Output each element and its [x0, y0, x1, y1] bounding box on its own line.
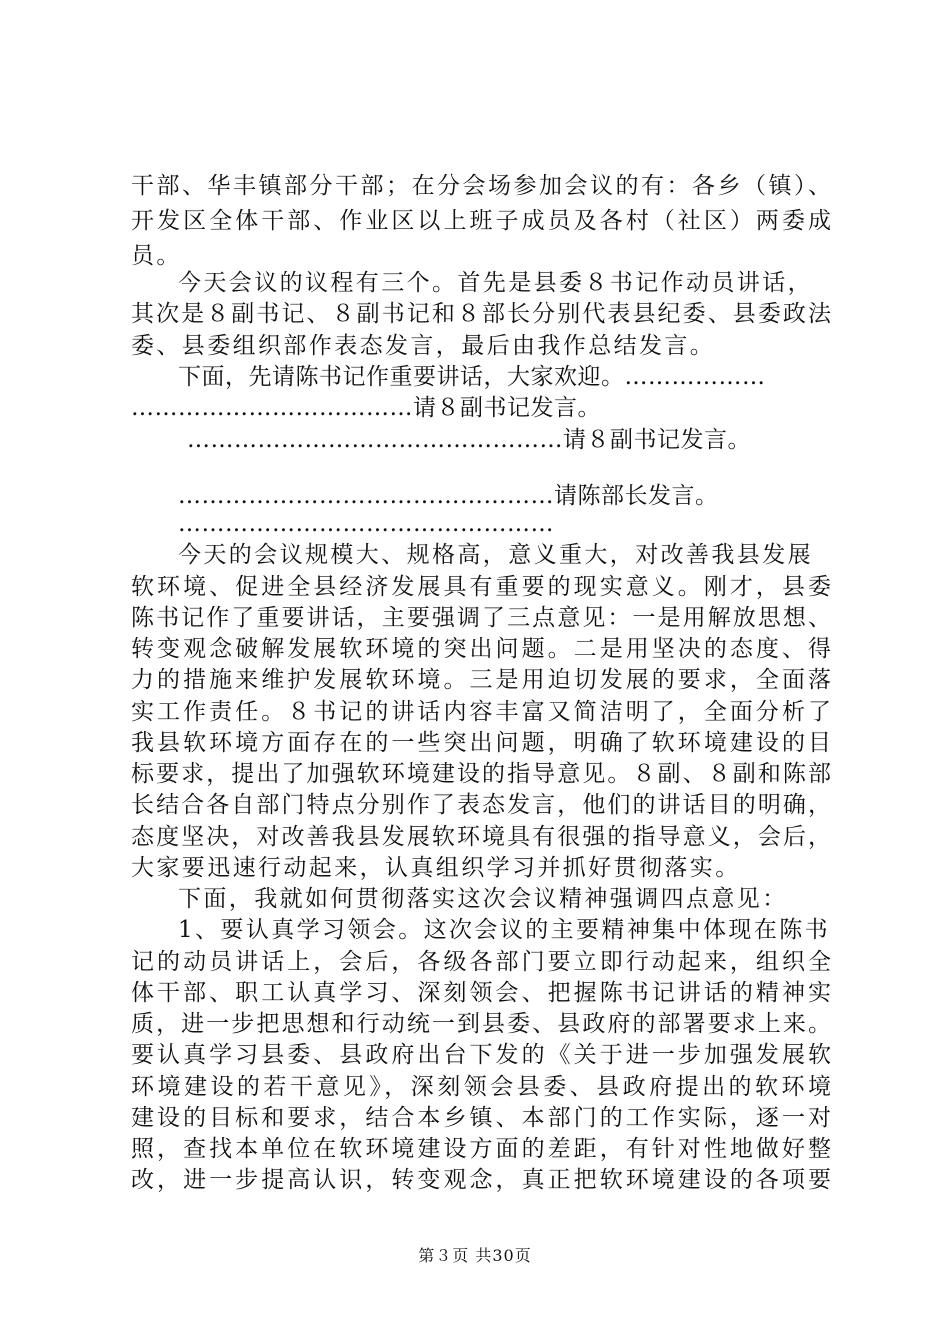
text-line: 实工作责任。８书记的讲话内容丰富又简洁明了，全面分析了 [131, 699, 831, 725]
text-line: 体干部、职工认真学习、深刻领会、把握陈书记讲话的精神实 [131, 980, 831, 1006]
text-line: 委、县委组织部作表态发言，最后由我作总结发言。 [131, 333, 716, 359]
text-line: 质，进一步把思想和行动统一到县委、县政府的部署要求上来。 [131, 1011, 831, 1037]
text-line: 其次是８副书记、８副书记和８部长分别代表县纪委、县委政法 [131, 301, 831, 327]
text-line: 干部、华丰镇部分干部；在分会场参加会议的有：各乡（镇）、 [131, 173, 831, 199]
text-line: 1、要认真学习领会。这次会议的主要精神集中体现在陈书 [178, 917, 831, 943]
text-line: 我县软环境方面存在的一些突出问题，明确了软环境建设的目 [131, 730, 831, 756]
text-line: 今天的会议规模大、规格高，意义重大，对改善我县发展 [178, 542, 813, 568]
text-line: 要认真学习县委、县政府出台下发的《关于进一步加强发展软 [131, 1042, 831, 1068]
text-line: ………………………………请８副书记发言。 [131, 395, 601, 421]
text-line: 今天会议的议程有三个。首先是县委８书记作动员讲话， [178, 270, 813, 296]
text-line: 建设的目标和要求，结合本乡镇、本部门的工作实际，逐一对 [131, 1105, 831, 1131]
text-line: 力的措施来维护发展软环境。三是用迫切发展的要求，全面落 [131, 667, 831, 693]
text-line: 态度坚决，对改善我县发展软环境具有很强的指导意义，会后， [131, 824, 831, 850]
text-line: 环境建设的若干意见》，深刻领会县委、县政府提出的软环境 [131, 1074, 831, 1100]
text-line: 标要求，提出了加强软环境建设的指导意见。８副、８副和陈部 [131, 761, 831, 787]
page-number: 第３页 共30页 [418, 1246, 532, 1265]
text-line: 下面，我就如何贯彻落实这次会议精神强调四点意见： [178, 886, 788, 912]
text-line: 软环境、促进全县经济发展具有重要的现实意义。刚才，县委 [131, 574, 831, 600]
text-line: 员。 [131, 243, 182, 269]
text-line: 大家要迅速行动起来，认真组织学习并抓好贯彻落实。 [131, 855, 741, 881]
text-line: 开发区全体干部、作业区以上班子成员及各村（社区）两委成 [131, 208, 831, 234]
text-line: ………………………………………… [178, 511, 554, 537]
text-line: 改，进一步提高认识，转变观念，真正把软环境建设的各项要 [131, 1167, 831, 1193]
text-line: 记的动员讲话上，会后，各级各部门要立即行动起来，组织全 [131, 949, 831, 975]
text-line: 陈书记作了重要讲话，主要强调了三点意见：一是用解放思想、 [131, 605, 831, 631]
text-line: 转变观念破解发展软环境的突出问题。二是用坚决的态度、得 [131, 636, 831, 662]
text-line: 长结合各自部门特点分别作了表态发言，他们的讲话目的明确， [131, 792, 831, 818]
text-line: …………………………………………请８副书记发言。 [187, 427, 751, 453]
text-line: 下面，先请陈书记作重要讲话，大家欢迎。……………… [178, 364, 766, 390]
text-line: 照，查找本单位在软环境建设方面的差距，有针对性地做好整 [131, 1136, 831, 1162]
text-line: …………………………………………请陈部长发言。 [178, 483, 719, 509]
